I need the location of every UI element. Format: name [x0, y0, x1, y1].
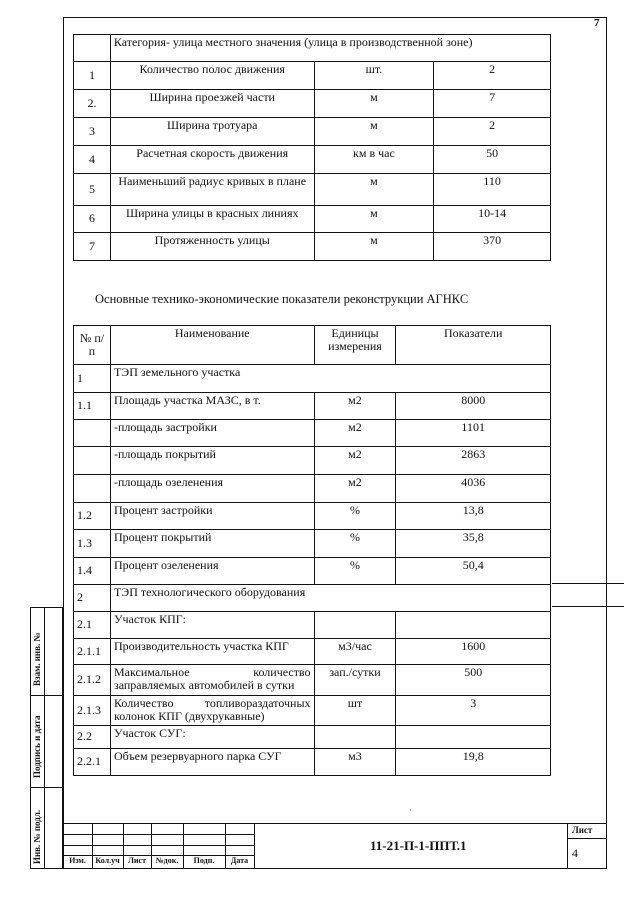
- document-code: 11-21-П-1-ППТ.1: [370, 838, 467, 853]
- row-number: 1.4: [74, 558, 111, 585]
- row-number: 2.: [74, 90, 111, 118]
- sheet-label: Лист: [572, 825, 593, 835]
- row-name: Количество топливораздаточных колонок КПГ (двухрукавные): [110, 696, 314, 726]
- row-value: [396, 612, 551, 639]
- row-name: Максимальное количество заправляемых автомобилей в сутки: [110, 665, 314, 696]
- row-unit: м2: [314, 393, 396, 420]
- page-number: 7: [594, 17, 600, 29]
- row-number: 1: [74, 365, 111, 393]
- row-number: 6: [74, 206, 111, 233]
- row-number: 7: [74, 233, 111, 261]
- row-value: 10-14: [434, 206, 551, 233]
- row-value: 35,8: [396, 530, 551, 558]
- row-number: 1.2: [74, 503, 111, 530]
- row-value: 2863: [396, 447, 551, 475]
- row-value: 19,8: [396, 749, 551, 776]
- row-value: 2: [434, 62, 551, 90]
- row-unit: м3: [314, 749, 396, 776]
- row-value: 500: [396, 665, 551, 696]
- table-row: [74, 393, 551, 420]
- overlap-line: [552, 606, 624, 607]
- row-name: Производительность участка КПГ: [110, 639, 314, 665]
- row-name: Площадь участка МАЗС, в т.: [110, 393, 314, 420]
- row-value: 2: [434, 118, 551, 146]
- table-row: [74, 530, 551, 558]
- row-value: 4036: [396, 475, 551, 503]
- row-name: Ширина улицы в красных линиях: [110, 206, 314, 233]
- row-value: 8000: [396, 393, 551, 420]
- row-unit: км в час: [314, 146, 434, 174]
- row-name: -площадь озеленения: [110, 475, 314, 503]
- row-name: Количество полос движения: [110, 62, 314, 90]
- col-kolich: Кол.уч: [95, 856, 120, 865]
- row-unit: м: [314, 174, 434, 206]
- row-value: 1101: [396, 420, 551, 447]
- sheet-number: 4: [572, 846, 578, 860]
- header-name: Наименование: [110, 326, 314, 365]
- row-unit: м: [314, 90, 434, 118]
- row-unit: зап./сутки: [314, 665, 396, 696]
- table-row: [74, 206, 551, 233]
- row-number: 2.1: [74, 612, 111, 639]
- table-row: [74, 612, 551, 639]
- row-name: Ширина проезжей части: [110, 90, 314, 118]
- table-row: [74, 146, 551, 174]
- table-row: [74, 665, 551, 696]
- table-row: [74, 62, 551, 90]
- col-list: Лист: [127, 856, 147, 865]
- row-number: 1: [74, 62, 111, 90]
- row-name: Процент застройки: [110, 503, 314, 530]
- row-name: Участок КПГ:: [110, 612, 314, 639]
- table-row: [74, 558, 551, 585]
- header-no: № п/п: [74, 326, 111, 365]
- category-heading: Категория- улица местного значения (улица в производственной зоне): [110, 35, 550, 62]
- table-row: [74, 696, 551, 726]
- orig-inv-label: Инв. № подл.: [32, 809, 42, 864]
- street-parameters-table: [73, 34, 551, 261]
- row-number: 2: [74, 585, 111, 612]
- table-row: [74, 726, 551, 749]
- row-unit: [314, 726, 396, 749]
- row-unit: м2: [314, 475, 396, 503]
- col-data: Дата: [230, 856, 249, 865]
- strip-separator: [30, 787, 63, 788]
- col-ndok: №док.: [155, 856, 179, 865]
- signature-date-label: Подпись и дата: [32, 715, 42, 778]
- table-row: [74, 233, 551, 261]
- replace-inv-label: Взам. инв. №: [32, 632, 42, 686]
- row-unit: [314, 612, 396, 639]
- row-value: [396, 726, 551, 749]
- strip-divider: [44, 607, 45, 869]
- row-number: [74, 420, 111, 447]
- header-unit: Единицы измерения: [314, 326, 396, 365]
- row-number: 5: [74, 174, 111, 206]
- tep-indicators-table: [73, 325, 551, 776]
- row-value: 50: [434, 146, 551, 174]
- row-unit: шт.: [314, 62, 434, 90]
- row-number: 3: [74, 118, 111, 146]
- table-row: [74, 90, 551, 118]
- section-row: [74, 365, 551, 393]
- overlap-line: [552, 583, 624, 584]
- row-unit: м2: [314, 420, 396, 447]
- row-value: 370: [434, 233, 551, 261]
- row-name: Расчетная скорость движения: [110, 146, 314, 174]
- row-number: 2.1.1: [74, 639, 111, 665]
- row-value: 110: [434, 174, 551, 206]
- row-number: 1.1: [74, 393, 111, 420]
- row-number: 2.1.3: [74, 696, 111, 726]
- table-row: [74, 420, 551, 447]
- row-unit: м: [314, 206, 434, 233]
- row-unit: шт: [314, 696, 396, 726]
- col-podp: Подп.: [193, 856, 215, 865]
- row-unit: м: [314, 118, 434, 146]
- row-unit: %: [314, 503, 396, 530]
- row-name: -площадь покрытий: [110, 447, 314, 475]
- header-value: Показатели: [396, 326, 551, 365]
- table-row: [74, 447, 551, 475]
- row-number: [74, 475, 111, 503]
- row-value: 1600: [396, 639, 551, 665]
- row-unit: м: [314, 233, 434, 261]
- row-number: 2.2.1: [74, 749, 111, 776]
- table-row: [74, 749, 551, 776]
- table-row: [74, 174, 551, 206]
- section-title: ТЭП технологического оборудования: [110, 585, 550, 612]
- col-izm: Изм.: [69, 856, 86, 865]
- row-value: 50,4: [396, 558, 551, 585]
- table-row: [74, 118, 551, 146]
- row-name: Объем резервуарного парка СУГ: [110, 749, 314, 776]
- row-value: 3: [396, 696, 551, 726]
- row-unit: м3/час: [314, 639, 396, 665]
- row-value: 7: [434, 90, 551, 118]
- table-row: [74, 639, 551, 665]
- row-number: 4: [74, 146, 111, 174]
- strip-separator: [30, 695, 63, 696]
- table-row: [74, 475, 551, 503]
- row-name: Процент озеленения: [110, 558, 314, 585]
- row-value: 13,8: [396, 503, 551, 530]
- row-name: Протяженность улицы: [110, 233, 314, 261]
- row-name: Ширина тротуара: [110, 118, 314, 146]
- table-row: [74, 503, 551, 530]
- row-name: Наименьший радиус кривых в плане: [110, 174, 314, 206]
- row-unit: %: [314, 530, 396, 558]
- row-number: [74, 447, 111, 475]
- section-title: ТЭП земельного участка: [110, 365, 550, 393]
- row-number: 2.2: [74, 726, 111, 749]
- row-number: 1.3: [74, 530, 111, 558]
- row-name: Процент покрытий: [110, 530, 314, 558]
- row-number: 2.1.2: [74, 665, 111, 696]
- section-heading: Основные технико-экономические показатели реконструкции АГНКС: [95, 292, 469, 306]
- row-name: Участок СУГ:: [110, 726, 314, 749]
- section-row: [74, 585, 551, 612]
- row-unit: %: [314, 558, 396, 585]
- row-name: -площадь застройки: [110, 420, 314, 447]
- row-unit: м2: [314, 447, 396, 475]
